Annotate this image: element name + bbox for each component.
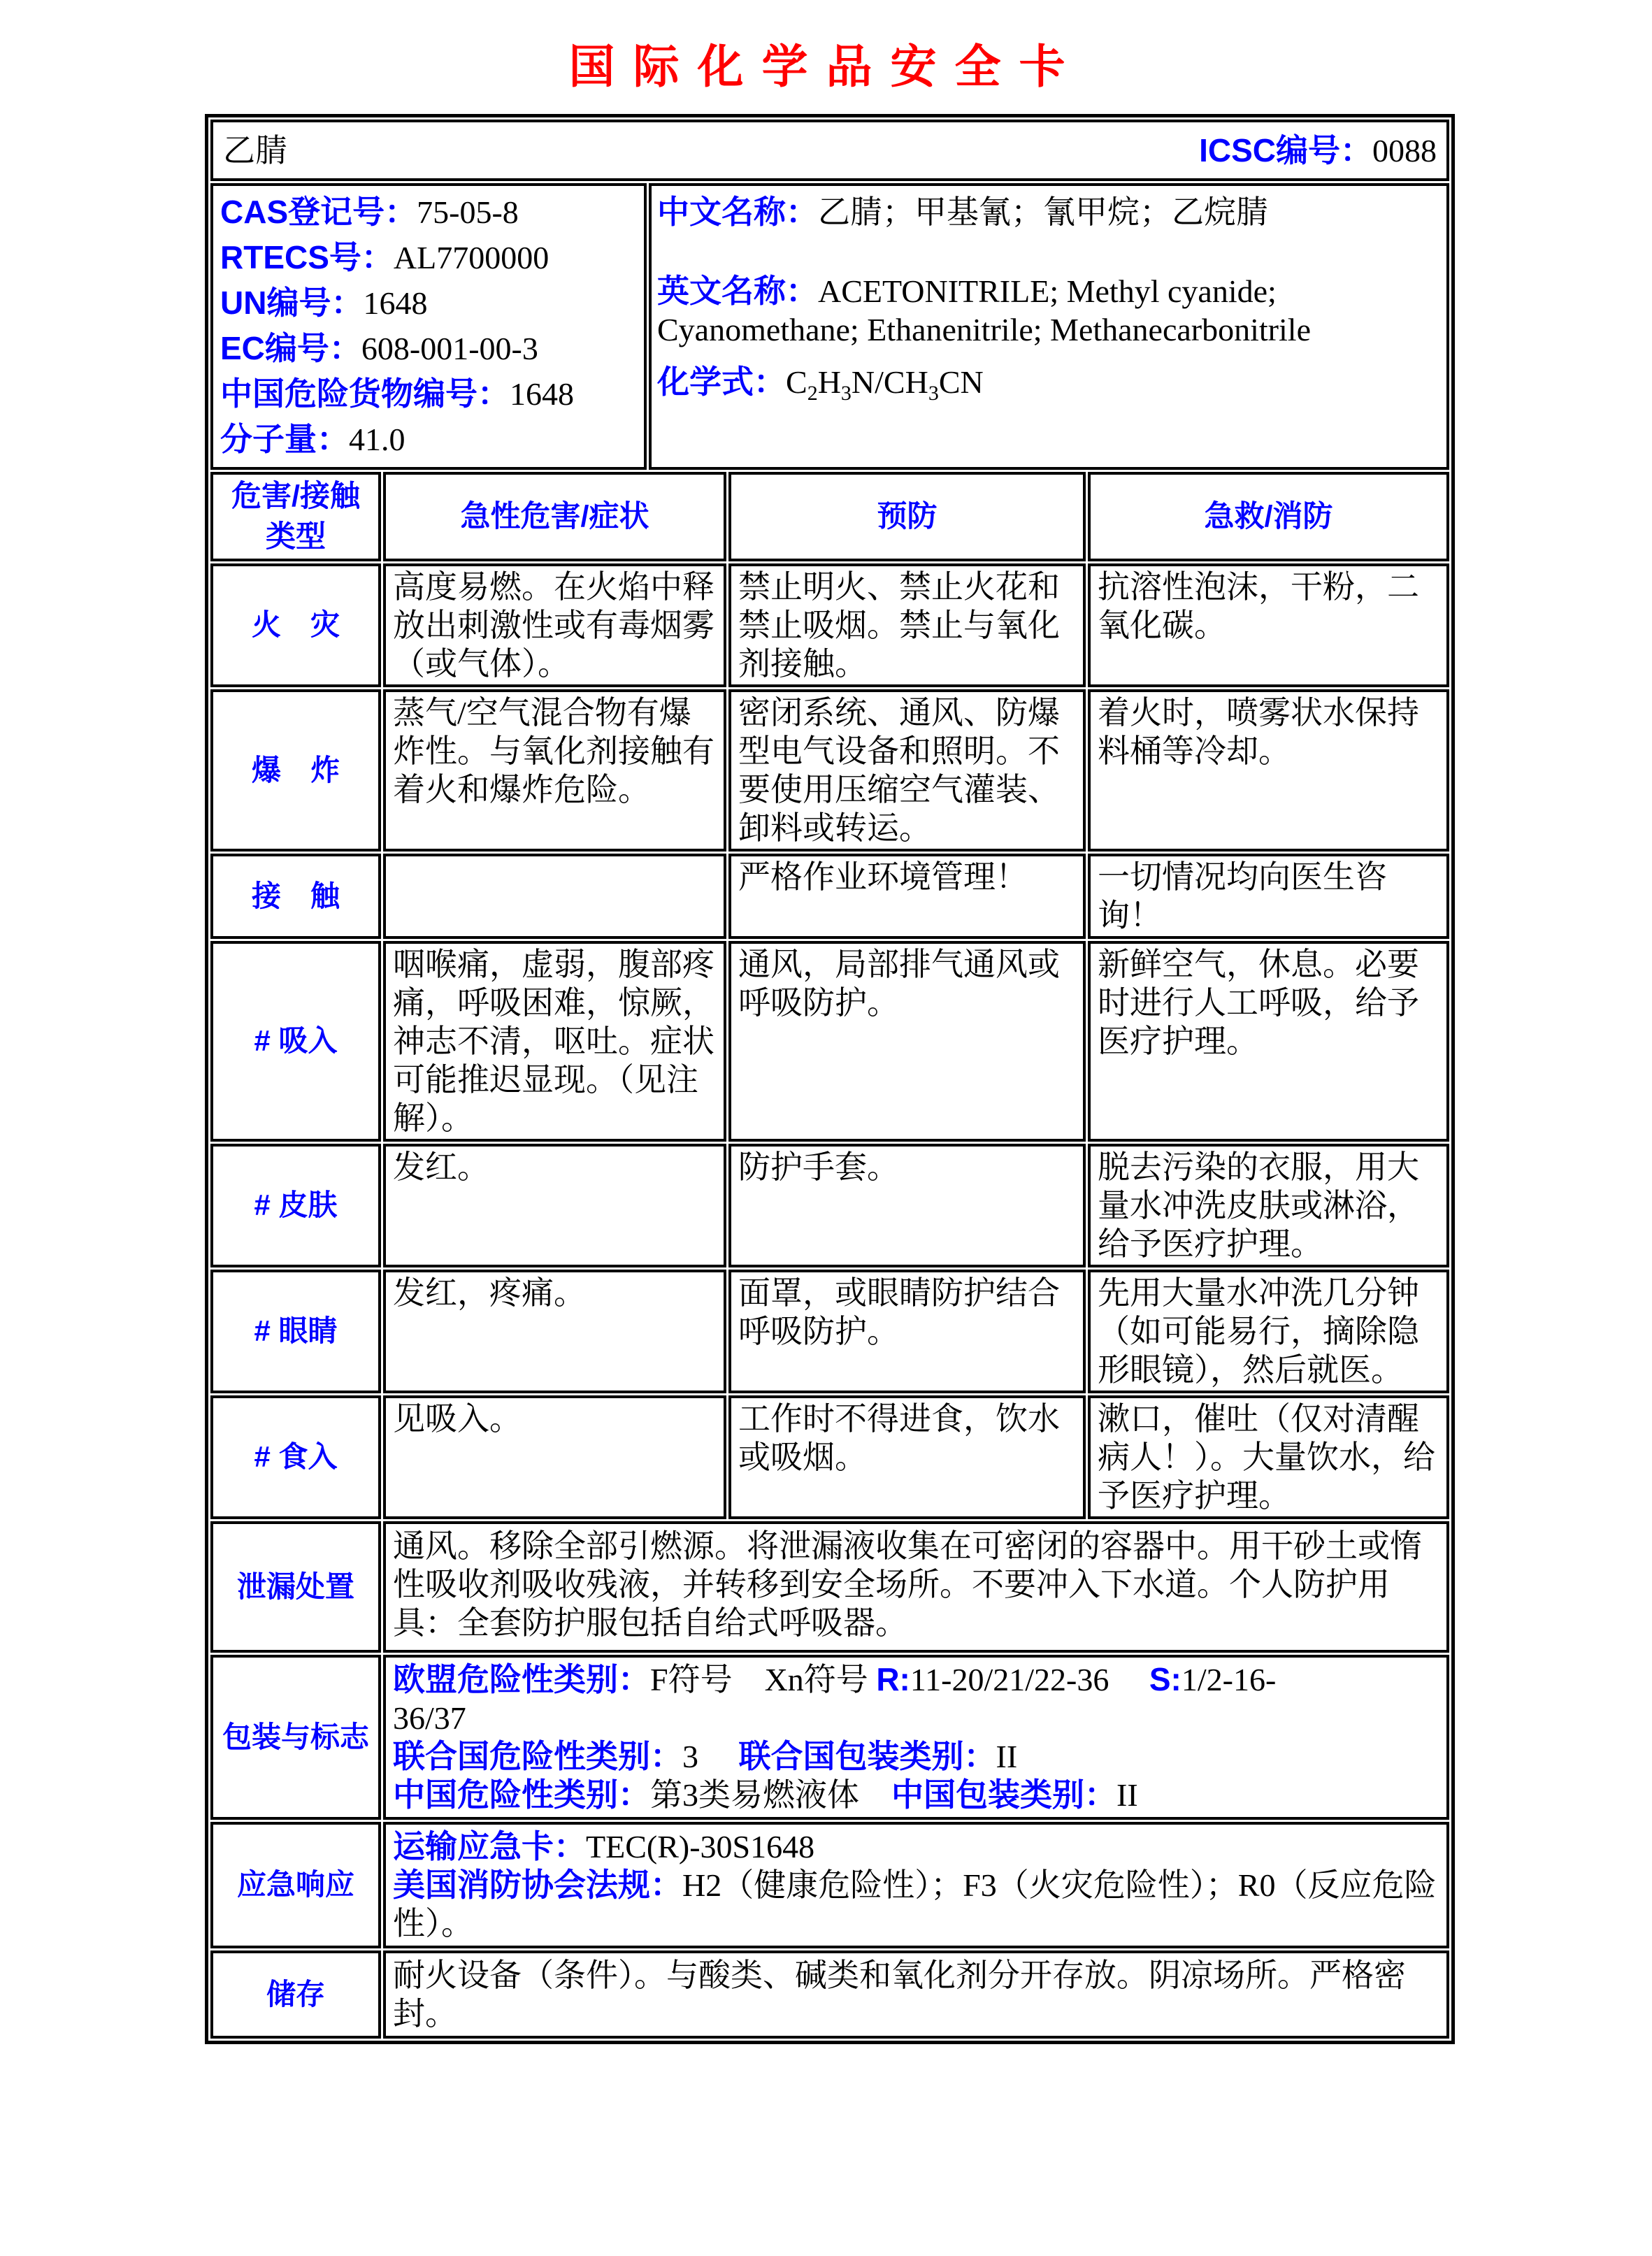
hazard-cell-ingestion-1: 工作时不得进食，饮水或吸烟。	[728, 1395, 1086, 1519]
inline-field-value: 36/37	[393, 1700, 466, 1737]
hazard-cell-explosion-2: 着火时，喷雾状水保持料桶等冷却。	[1088, 689, 1449, 852]
chinese-names-line	[657, 193, 1405, 231]
icsc-card-table	[205, 114, 1455, 2044]
chinese-name-label: 中文名称：	[657, 194, 818, 230]
section-content-emergency	[383, 1822, 1449, 1948]
formula-segment: CN	[938, 364, 984, 400]
section-text-line	[393, 1827, 1439, 1866]
hazard-cell-explosion-0: 蒸气/空气混合物有爆炸性。与氧化剂接触有着火和爆炸危险。	[383, 689, 726, 852]
card-header-row	[210, 120, 1449, 181]
hazard-cell-inhalation-2: 新鲜空气，休息。必要时进行人工呼吸，给予医疗护理。	[1088, 941, 1449, 1142]
hazard-cell-inhalation-1: 通风，局部排气通风或呼吸防护。	[728, 941, 1086, 1142]
identifier-label: CAS登记号：	[220, 194, 417, 230]
section-row-spill	[210, 1521, 1449, 1653]
header-line: 危害/接触	[231, 480, 360, 513]
hazard-row-explosion	[210, 689, 1449, 852]
section-content-spill	[383, 1521, 1449, 1653]
section-row-emergency	[210, 1822, 1449, 1948]
hazard-row-label-inhalation: # 吸入	[210, 941, 381, 1142]
hazard-row-fire	[210, 563, 1449, 687]
inline-field-label: 美国消防协会法规：	[393, 1867, 682, 1904]
icsc-number-label: ICSC编号：	[1199, 131, 1372, 168]
hazard-row-label-ingestion: # 食入	[210, 1395, 381, 1519]
formula-line	[657, 363, 1405, 405]
identifier-label: EC编号：	[220, 330, 361, 366]
hazard-row-label-eyes: # 眼睛	[210, 1270, 381, 1393]
section-label-spill: 泄漏处置	[210, 1521, 381, 1653]
hazard-cell-contact-0	[383, 854, 726, 939]
hazard-row-label-contact: 接 触	[210, 854, 381, 939]
identifier-line-1	[220, 238, 637, 277]
identifier-list	[210, 183, 647, 470]
section-content-storage	[383, 1950, 1449, 2039]
inline-field-value: 1/2-16-	[1181, 1662, 1277, 1698]
identifier-line-2	[220, 284, 637, 322]
section-label-packaging: 包装与标志	[210, 1655, 381, 1820]
hazard-row-contact	[210, 854, 1449, 939]
hazard-cell-eyes-1: 面罩，或眼睛防护结合呼吸防护。	[728, 1270, 1086, 1393]
hazard-rows	[210, 563, 1449, 1519]
header-line: 预防	[877, 500, 938, 534]
hazard-cell-explosion-1: 密闭系统、通风、防爆型电气设备和照明。不要使用压缩空气灌装、卸料或转运。	[728, 689, 1086, 852]
hazard-cell-eyes-2: 先用大量水冲洗几分钟（如可能易行，摘除隐形眼镜），然后就医。	[1088, 1270, 1449, 1393]
wide-rows	[210, 1521, 1449, 2039]
hazard-header-acute-symptoms	[383, 472, 726, 561]
formula-segment: N/CH	[851, 364, 928, 400]
hazard-table-header-row	[210, 472, 1449, 561]
english-names-line	[657, 272, 1405, 349]
identifier-label: 中国危险货物编号：	[220, 375, 510, 412]
header-line: 类型	[266, 520, 326, 554]
inline-field-label: 联合国危险性类别：	[393, 1738, 682, 1775]
hazard-cell-skin-2: 脱去污染的衣服，用大量水冲洗皮肤或淋浴，给予医疗护理。	[1088, 1144, 1449, 1267]
identifier-label: RTECS号：	[220, 239, 394, 275]
inline-field-value: 通风。移除全部引燃源。将泄漏液收集在可密闭的容器中。用干砂土或惰性吸收剂吸收残液，并转移到安全场所。不要冲入下水道。个人防护用具：全套防护服包括自给式呼吸器。	[393, 1528, 1422, 1641]
english-name-label: 英文名称：	[657, 273, 818, 309]
hazard-cell-skin-0: 发红。	[383, 1144, 726, 1267]
inline-field-value: H2（健康危险性）；F3（火灾危险性）；R0（反应危险性）。	[393, 1867, 1437, 1942]
hazard-header-first-aid-fire-fighting	[1088, 472, 1449, 561]
formula-segment: C	[786, 364, 807, 400]
formula-value	[786, 364, 984, 405]
identifier-value: 1648	[363, 285, 428, 321]
identifier-value: 41.0	[349, 422, 405, 457]
section-label-emergency: 应急响应	[210, 1822, 381, 1948]
header-line: 急性危害/症状	[460, 500, 649, 534]
inline-field-label: R:	[876, 1661, 910, 1698]
section-content-packaging	[383, 1655, 1449, 1820]
identifier-label: UN编号：	[220, 285, 364, 321]
hazard-row-label-fire: 火 灾	[210, 563, 381, 687]
section-text-line	[393, 1866, 1439, 1943]
section-text-line	[393, 1699, 1439, 1737]
section-text-line	[393, 1956, 1439, 2033]
inline-field-label: S:	[1149, 1661, 1181, 1698]
page-title: 国际化学品安全卡	[568, 41, 1084, 92]
hazard-cell-contact-1: 严格作业环境管理！	[728, 854, 1086, 939]
formula-segment: H	[817, 364, 841, 400]
icsc-number	[1199, 131, 1437, 170]
section-row-storage	[210, 1950, 1449, 2039]
identifier-value: 608-001-00-3	[361, 331, 538, 366]
card-header-cell	[210, 120, 1449, 181]
section-text-line	[393, 1660, 1439, 1699]
hazard-cell-fire-2: 抗溶性泡沫，干粉，二氧化碳。	[1088, 563, 1449, 687]
inline-field-value: F符号 Xn符号	[650, 1662, 877, 1698]
identifier-line-3	[220, 329, 637, 368]
section-text-line	[393, 1776, 1439, 1814]
inline-field-value: 3	[682, 1739, 739, 1775]
hazard-cell-eyes-0: 发红，疼痛。	[383, 1270, 726, 1393]
names-cell	[649, 183, 1449, 470]
hazard-cell-fire-0: 高度易燃。在火焰中释放出刺激性或有毒烟雾（或气体）。	[383, 563, 726, 687]
hazard-cell-fire-1: 禁止明火、禁止火花和禁止吸烟。禁止与氧化剂接触。	[728, 563, 1086, 687]
hazard-row-skin	[210, 1144, 1449, 1267]
inline-field-value: II	[1116, 1777, 1138, 1813]
inline-field-label: 中国包装类别：	[891, 1776, 1116, 1813]
hazard-row-eyes	[210, 1270, 1449, 1393]
section-text-line	[393, 1527, 1439, 1642]
formula-subscript: 2	[807, 382, 818, 405]
inline-field-value: 耐火设备（条件）。与酸类、碱类和氧化剂分开存放。阴凉场所。严格密封。	[393, 1957, 1406, 2032]
hazard-row-ingestion	[210, 1395, 1449, 1519]
hazard-cell-ingestion-2: 漱口，催吐（仅对清醒病人！）。大量饮水，给予医疗护理。	[1088, 1395, 1449, 1519]
inline-field-label: 联合国包装类别：	[738, 1738, 996, 1775]
inline-field-label: 欧盟危险性类别：	[393, 1661, 650, 1698]
identifier-line-5	[220, 420, 637, 459]
hazard-row-label-skin: # 皮肤	[210, 1144, 381, 1267]
identifier-line-4	[220, 375, 637, 413]
icsc-number-value: 0088	[1372, 132, 1437, 168]
hazard-cell-inhalation-0: 咽喉痛，虚弱，腹部疼痛，呼吸困难，惊厥，神志不清，呕吐。症状可能推迟显现。（见注解）。	[383, 941, 726, 1142]
substance-name: 乙腈	[223, 132, 287, 168]
formula-subscript: 3	[840, 382, 852, 405]
identifier-label: 分子量：	[220, 421, 349, 457]
hazard-header-prevention	[728, 472, 1086, 561]
inline-field-value: 第3类易燃液体	[650, 1777, 891, 1813]
inline-field-value: II	[996, 1739, 1018, 1775]
section-row-packaging	[210, 1655, 1449, 1820]
formula-label: 化学式：	[657, 364, 786, 400]
inline-field-label: 中国危险性类别：	[393, 1776, 650, 1813]
formula-subscript: 3	[928, 382, 939, 405]
inline-field-value: 11-20/21/22-36	[910, 1662, 1149, 1698]
header-line: 急救/消防	[1204, 500, 1333, 534]
inline-field-value: TEC(R)-30S1648	[586, 1829, 815, 1865]
english-name-value: ACETONITRILE; Methyl cyanide; Cyanomethane; Ethanenitrile; Methanecarbonitrile	[657, 273, 1311, 347]
section-text-line	[393, 1737, 1439, 1776]
hazard-header-hazard-type	[210, 472, 381, 561]
identifier-value: AL7700000	[393, 240, 550, 275]
hazard-row-label-explosion: 爆 炸	[210, 689, 381, 852]
inline-field-label: 运输应急卡：	[393, 1828, 586, 1865]
identifier-line-0	[220, 193, 637, 231]
identifier-value: 1648	[510, 376, 574, 412]
hazard-row-inhalation	[210, 941, 1449, 1142]
chinese-name-value: 乙腈；甲基氰；氰甲烷；乙烷腈	[818, 194, 1268, 230]
hazard-cell-contact-2: 一切情况均向医生咨询！	[1088, 854, 1449, 939]
identifier-row	[210, 183, 1449, 470]
hazard-cell-ingestion-0: 见吸入。	[383, 1395, 726, 1519]
identifier-value: 75-05-8	[417, 194, 519, 230]
icsc-card-page	[0, 29, 1652, 2044]
section-label-storage: 储存	[210, 1950, 381, 2039]
hazard-cell-skin-1: 防护手套。	[728, 1144, 1086, 1267]
